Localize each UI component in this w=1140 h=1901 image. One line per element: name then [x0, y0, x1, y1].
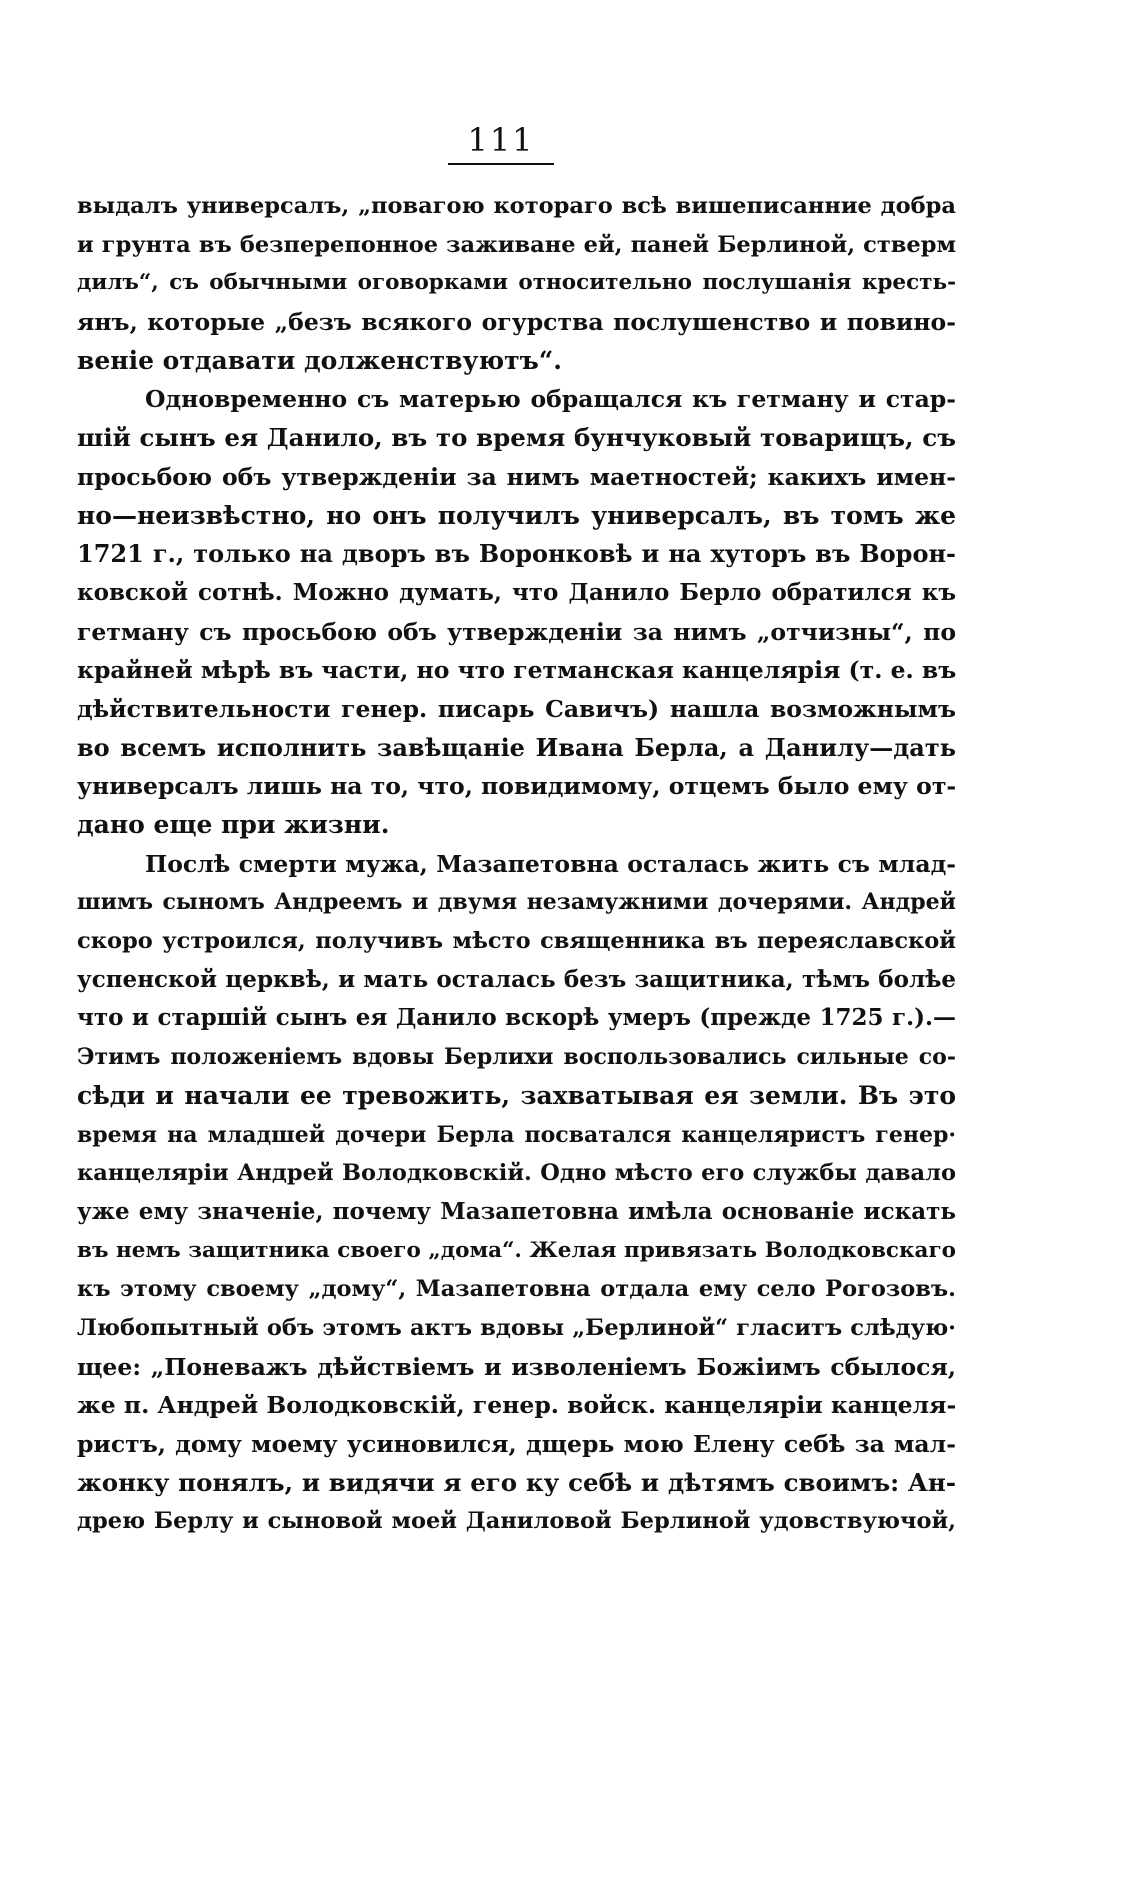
text-line: сѣди и начали ее тревожить, захватывая ея земли. Въ это — [77, 1080, 956, 1110]
text-line: универсалъ лишь на то, что, повидимому, отцемъ было ему от- — [77, 772, 957, 801]
text-line: щее: „Поневажъ дѣйствіемъ и изволеніемъ Божіимъ сбылося, — [77, 1352, 956, 1381]
text-line: дрею Берлу и сыновой моей Даниловой Берлиной удовствуючой, — [77, 1508, 956, 1535]
text-line: дано еще при жизни. — [77, 810, 390, 839]
text-line: веніе отдавати долженствуютъ“. — [77, 345, 562, 375]
text-line: Одновременно съ матерью обращался къ гетману и стар- — [145, 385, 956, 414]
text-line: но—неизвѣстно, но онъ получилъ универсалъ, въ томъ же — [77, 500, 956, 530]
text-line: гетману съ просьбою объ утвержденіи за нимъ „отчизны“, по — [77, 617, 956, 646]
body-text — [77, 187, 956, 1541]
text-line: уже ему значеніе, почему Мазапетовна имѣла основаніе искать — [77, 1197, 956, 1225]
text-line: что и старшій сынъ ея Данило вскорѣ умеръ (прежде 1725 г.).— — [77, 1004, 956, 1032]
text-line: жонку понялъ, и видячи я его ку себѣ и дѣтямъ своимъ: Ан- — [77, 1467, 956, 1497]
text-line: дилъ“, съ обычными оговорками относительно послушанія кресть- — [77, 270, 956, 296]
page-number: 111 — [467, 121, 535, 159]
text-line: просьбою объ утвержденіи за нимъ маетностей; какихъ имен- — [77, 462, 956, 491]
text-line: крайней мѣрѣ въ части, но что гетманская канцелярія (т. е. въ — [77, 656, 957, 685]
text-line: ковской сотнѣ. Можно думать, что Данило Берло обратился къ — [77, 578, 956, 606]
text-line: къ этому своему „дому“, Мазапетовна отдала ему село Рогозовъ. — [77, 1276, 956, 1303]
text-line: выдалъ универсалъ, „повагою котораго всѣ вишеписанние добра — [77, 193, 956, 219]
text-line: канцеляріи Андрей Володковскій. Одно мѣсто его службы давало — [77, 1160, 956, 1187]
text-line: дѣйствительности генер. писарь Савичъ) нашла возможнымъ — [77, 694, 956, 723]
text-line: же п. Андрей Володковскій, генер. войск. канцеляріи канцеля- — [77, 1391, 957, 1420]
text-line: и грунта въ безперепонное заживане ей, паней Берлиной, стверм — [77, 231, 956, 258]
text-line: 1721 г., только на дворъ въ Воронковѣ и на хуторъ въ Ворон- — [77, 539, 956, 569]
text-line: Любопытный объ этомъ актъ вдовы „Берлиной“ гласитъ слѣдую· — [77, 1314, 956, 1341]
text-line: успенской церквѣ, и мать осталась безъ защитника, тѣмъ болѣе — [77, 965, 956, 993]
text-line: Этимъ положеніемъ вдовы Берлихи воспользовались сильные со- — [77, 1044, 956, 1071]
text-line: во всемъ исполнить завѣщаніе Ивана Берла, а Данилу—дать — [77, 732, 956, 762]
page-number-rule — [448, 163, 554, 165]
text-line: скоро устроился, получивъ мѣсто священника въ переяславской — [77, 928, 956, 955]
text-line: въ немъ защитника своего „дома“. Желая привязать Володковскаго — [77, 1237, 956, 1263]
text-line: ристъ, дому моему усиновился, дщерь мою Елену себѣ за мал- — [77, 1430, 956, 1458]
text-line: Послѣ смерти мужа, Мазапетовна осталась жить съ млад- — [145, 849, 956, 878]
text-line: шій сынъ ея Данило, въ то время бунчуковый товарищъ, съ — [77, 423, 956, 453]
text-line: время на младшей дочери Берла посватался канцеляристъ генер· — [77, 1121, 956, 1148]
text-line: шимъ сыномъ Андреемъ и двумя незамужними дочерями. Андрей — [77, 889, 956, 916]
text-line: янъ, которые „безъ всякого огурства послушенство и повино- — [77, 308, 956, 337]
